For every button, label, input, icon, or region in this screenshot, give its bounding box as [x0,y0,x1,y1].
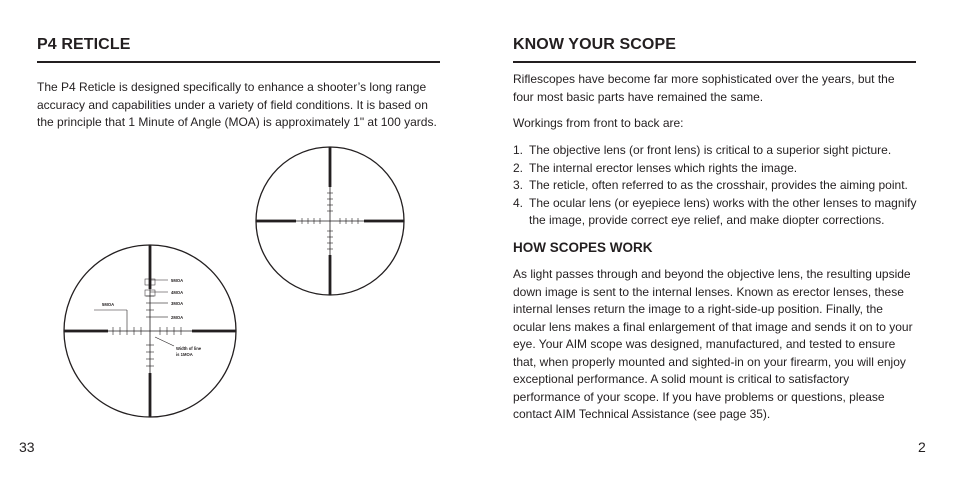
label-5moa-left: 5MOA [102,302,115,307]
label-line-width-2: is 1MOA [176,352,193,357]
left-intro-paragraph: The P4 Reticle is designed specifically to enhance a shooter’s long range accuracy and capabilities under a variety of field conditions. It is based on the principle that 1 Minute of Angle (MOA) is approximately 1" at 100 yards. [37,80,437,129]
right-heading-rule [513,61,916,63]
reticle-large [256,147,404,295]
reticle-annotated [64,245,236,417]
list-item-text: The objective lens (or front lens) is critical to a superior sight picture. [529,143,892,157]
label-line-width-1: Width of line [176,346,202,351]
list-item [513,160,923,178]
label-5moa: 5MOA [171,278,184,283]
parts-list [513,142,923,230]
left-page-number: 33 [19,439,35,455]
left-page-heading: P4 RETICLE [37,36,131,53]
list-item-text: The internal erector lenses which rights the image. [529,160,798,175]
right-page-heading: KNOW YOUR SCOPE [513,36,676,53]
list-item-number: 1. [513,143,524,157]
list-item [513,142,923,160]
list-item-number: 3. [513,178,524,192]
list-item-number: 4. [513,195,524,210]
right-page-number: 2 [918,439,926,455]
how-scopes-work-body: As light passes through and beyond the objective lens, the resulting upside down image is sent to the internal lenses. Known as erector lenses, these internal lenses return the image to a right-side-up position. Finally, the ocular lens makes a final enlargement of that image and sends it on to your eye. Your AIM scope was designed, manufactured, and tested to ensure that, when properly mounted and sighted-in on your firearm, you will enjoy exceptional performance. A solid mount is critical to satisfactory performance of your scope. If you have problems or questions, please contact AIM Technical Assistance (see page 35). [513,267,913,421]
how-scopes-work-heading: HOW SCOPES WORK [513,240,653,255]
right-intro-paragraph: Riflescopes have become far more sophisticated over the years, but the four most basic parts have remained the same. [513,72,895,104]
workings-label: Workings from front to back are: [513,116,684,130]
label-2moa: 2MOA [171,315,184,320]
list-item [513,195,923,230]
label-4moa: 4MOA [171,290,184,295]
list-item-text: The ocular lens (or eyepiece lens) works with the other lenses to magnify the image, provide correct eye relief, and make diopter corrections. [529,195,917,227]
list-item-number: 2. [513,160,524,175]
list-item [513,177,923,195]
label-3moa: 3MOA [171,301,184,306]
list-item-text: The reticle, often referred to as the crosshair, provides the aiming point. [529,178,908,192]
